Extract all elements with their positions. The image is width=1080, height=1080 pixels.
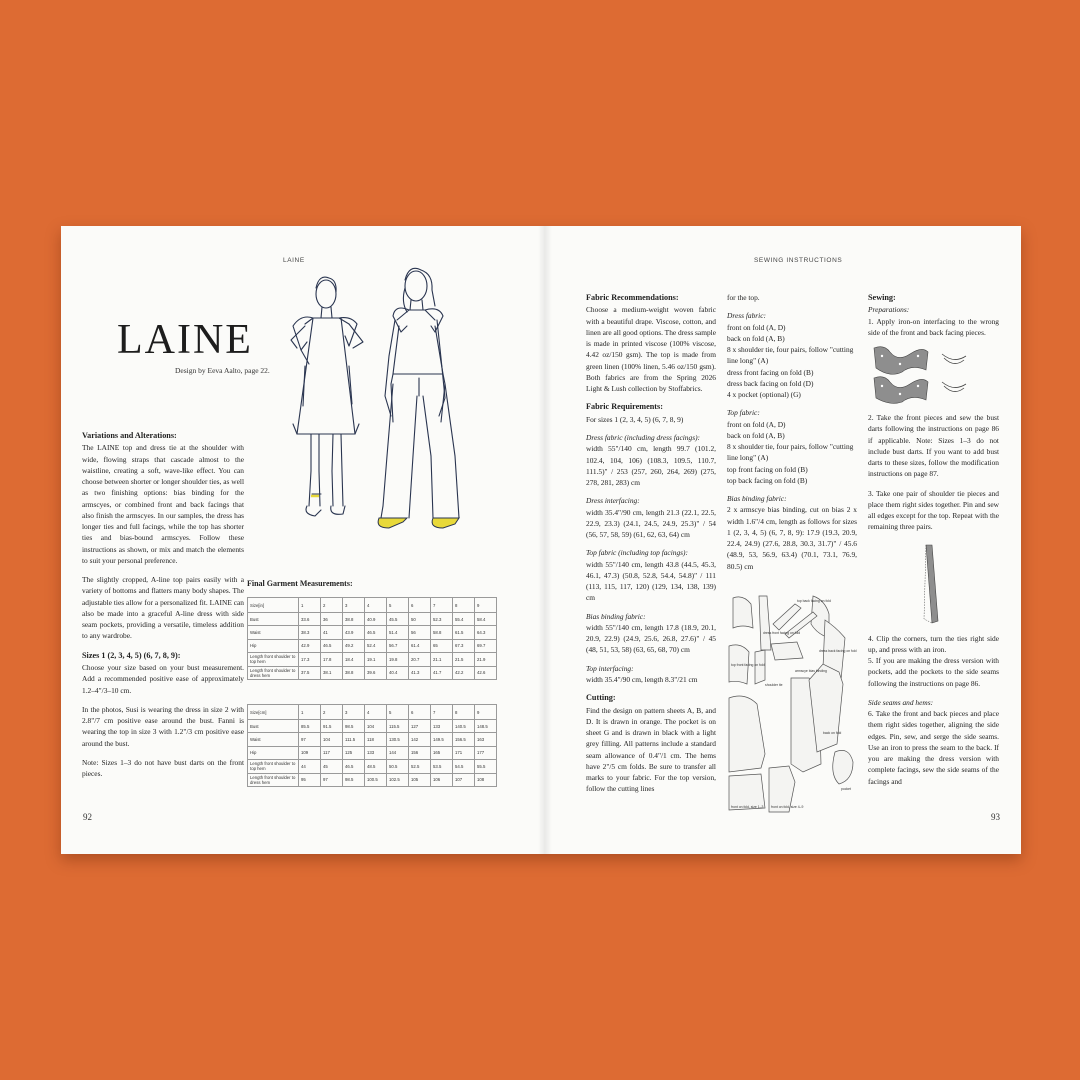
table-row-label: Size[cm] (248, 705, 299, 720)
cutting-text: Find the design on pattern sheets A, B, and D. It is drawn in orange. The pocket is on sheet G and is drawn in black with a light grey filling. All patterns include a standard seam allowance of 0.4"/1 cm. The hems have 2"/5 cm folds. Be sure to transfer all marks to your fabric. For the top version, follow the cutting lines (586, 705, 716, 794)
table-cell: 67.3 (453, 639, 475, 652)
bias-binding2-label: Bias binding fabric: (727, 494, 787, 503)
sizes-text: Choose your size based on your bust measurement. Add a recommended positive ease of approximately 1.2–4"/3–10 cm. (82, 663, 244, 695)
table-cell: 61.5 (453, 626, 475, 639)
table-cell: 50 (409, 613, 431, 626)
table-cell: 56.7 (387, 639, 409, 652)
right-text-column-1 (586, 292, 716, 802)
table-cell: 38.1 (321, 666, 343, 679)
cutting-piece-item: dress front facing on fold (B) (727, 367, 814, 377)
table-cell: 41.3 (409, 666, 431, 679)
table-cell: 8 (453, 705, 475, 720)
table-cell: 3 (343, 705, 365, 720)
cutting-piece-item: back on fold (A, B) (727, 333, 785, 343)
table-cell: 98.5 (343, 720, 365, 733)
table-row (248, 639, 497, 652)
step-4: 4. Clip the corners, turn the ties right side up, and press with an iron. (868, 633, 999, 654)
table-cell: 48.5 (365, 760, 387, 773)
table-cell: 44 (299, 760, 321, 773)
cutting-piece-item: front on fold (A, D) (727, 322, 786, 332)
table-cell: 52.4 (365, 639, 387, 652)
table-cell: 3 (343, 598, 365, 613)
table-cell: 133 (365, 746, 387, 759)
table-cell: 42.2 (453, 666, 475, 679)
table-header-row (248, 598, 497, 613)
table-cell: 58.8 (431, 626, 453, 639)
table-cell: 5 (387, 705, 409, 720)
table-cell: 7 (431, 705, 453, 720)
measurements-table-inches (247, 597, 497, 680)
running-head-left: LAINE (283, 257, 305, 264)
side-seams-label: Side seams and hems: (868, 697, 934, 707)
cutting-piece-item: top back facing on fold (B) (727, 475, 808, 485)
table-cell: 17.8 (321, 653, 343, 666)
table-cell: 46.5 (365, 626, 387, 639)
top-fabric2-label: Top fabric: (727, 408, 760, 418)
table-cell: 42.9 (299, 639, 321, 652)
table-cell: 33.6 (299, 613, 321, 626)
top-interfacing-label: Top interfacing: (586, 663, 634, 673)
running-head-right: SEWING INSTRUCTIONS (754, 257, 843, 264)
table-cell: 98.5 (343, 773, 365, 786)
pattern-label: pocket (841, 787, 851, 791)
table-cell: 9 (475, 705, 497, 720)
note-text: Note: Sizes 1–3 do not have bust darts on the front pieces. (82, 757, 244, 779)
pattern-label: front on fold, size 4–9 (771, 805, 804, 809)
shoulder-tie-illustration (868, 541, 998, 627)
right-text-column-2 (727, 292, 857, 579)
table-cell: 40.9 (365, 613, 387, 626)
pattern-label: front on fold, size 1–3 (731, 805, 764, 809)
fabric-req-heading: Fabric Requirements: (586, 402, 663, 412)
table-cell: 19.1 (365, 653, 387, 666)
table-cell: 39.6 (365, 666, 387, 679)
table-cell: 109 (299, 746, 321, 759)
table-cell: 43.9 (343, 626, 365, 639)
table-cell: 38.8 (343, 666, 365, 679)
table-row (248, 773, 497, 786)
table-row (248, 760, 497, 773)
table-cell: 54.5 (453, 760, 475, 773)
pattern-label: dress front facing on fold (763, 631, 801, 635)
cutting-piece-item: 4 x pocket (optional) (G) (727, 390, 801, 399)
table-cell: 41.7 (431, 666, 453, 679)
table-cell: 2 (321, 705, 343, 720)
table-cell: 5 (387, 598, 409, 613)
table-cell: 4 (365, 705, 387, 720)
pattern-title: LAINE (117, 317, 253, 363)
measurements-table-cm (247, 704, 497, 787)
table-cell: 156 (409, 746, 431, 759)
table-row-label: Hip (248, 746, 299, 759)
table-row (248, 733, 497, 746)
table-row-label: Bust (248, 613, 299, 626)
table-cell: 148.5 (475, 720, 497, 733)
bias-fabric-text: width 55"/140 cm, length 17.8 (18.9, 20.1, 20.9, 22.9) (24.9, 25.6, 26.8, 27.6)" / 45 (48, 51, 53, 58) (63, 65, 68, 70) cm (586, 622, 716, 655)
top-pieces-list (727, 419, 857, 487)
cutting-piece-item: top front facing on fold (B) (727, 464, 808, 474)
table-cell: 45.5 (387, 613, 409, 626)
table-cell: 7 (431, 598, 453, 613)
table-row-label: Bust (248, 720, 299, 733)
table-cell: 85.5 (299, 720, 321, 733)
table-cell: 61.4 (409, 639, 431, 652)
table-cell: 55.5 (475, 760, 497, 773)
table-cell: 171 (453, 746, 475, 759)
cutting-heading: Cutting: (586, 693, 616, 703)
table-cell: 6 (409, 705, 431, 720)
table-row-label: Waist (248, 733, 299, 746)
page-number-left: 92 (83, 812, 92, 822)
table-cell: 21.1 (431, 653, 453, 666)
table-cell: 163 (475, 733, 497, 746)
for-the-top: for the top. (727, 293, 760, 302)
table-cell: 108 (475, 773, 497, 786)
table-row (248, 720, 497, 733)
table-cell: 165 (431, 746, 453, 759)
dress-pieces-list (727, 322, 857, 401)
cutting-piece-item: front on fold (A, D) (727, 419, 786, 429)
bias-binding2-text: 2 x armscye bias binding, cut on bias 2 x width 1.6"/4 cm, length as follows for sizes 1 (2, 3, 4, 5) (6, 7, 8, 9): 17.9 (19.3, 20.9, 22.4, 24.9) (27.6, 28.8, 30.3, 31.7)" / 45.6 (48.9, 53, 56.9, 63.4) (70.1, 73.1, 76.9, 80.5) cm (727, 505, 857, 571)
table-cell: 58.4 (475, 613, 497, 626)
table-cell: 115.5 (387, 720, 409, 733)
table-header-row (248, 705, 497, 720)
table-row-label: Hip (248, 639, 299, 652)
table-cell: 55.4 (453, 613, 475, 626)
pattern-label: shoulder tie (765, 683, 783, 687)
dress-fabric-text: width 55"/140 cm, length 99.7 (101.2, 102.4, 104, 106) (108.3, 109.5, 110.7, 111.5)" / 253 (257, 260, 264, 269) (275, 278, 281, 283) cm (586, 444, 716, 488)
table-cell: 125 (343, 746, 365, 759)
magazine-spread (61, 226, 1021, 854)
step-2: 2. Take the front pieces and sew the bust darts following the instructions on page 86 if applicable. Note: Sizes 1–3 do not include bust darts. If you want to add bust darts to these sizes, follow the modification instructions on page 87. (868, 413, 999, 479)
table-cell: 127 (409, 720, 431, 733)
dress-interfacing-label: Dress interfacing: (586, 496, 640, 506)
table-cell: 118 (365, 733, 387, 746)
table-cell: 38.3 (299, 626, 321, 639)
table-cell: 107 (453, 773, 475, 786)
variations-heading: Variations and Alterations: (82, 431, 177, 440)
table-row (248, 666, 497, 679)
pattern-label: dress back facing on fold (819, 649, 857, 653)
table-cell: 6 (409, 598, 431, 613)
step-1: 1. Apply iron-on interfacing to the wrong side of the front and back facing pieces. (868, 316, 999, 337)
table-cell: 52.3 (431, 613, 453, 626)
table-cell: 2 (321, 598, 343, 613)
table-cell: 177 (475, 746, 497, 759)
table-cell: 52.5 (409, 760, 431, 773)
table-row (248, 626, 497, 639)
step-5: 5. If you are making the dress version with pockets, add the pockets to the side seams following the instructions on page 86. (868, 656, 999, 688)
right-text-column-3 (868, 292, 999, 787)
table-cell: 9 (475, 598, 497, 613)
table-cell: 40.4 (387, 666, 409, 679)
table-cell: 4 (365, 598, 387, 613)
fabric-rec-text: Choose a medium-weight woven fabric with a beautiful drape. Viscose, cotton, and linen are all good options. The dress sample is made in printed viscose (100% viscose, 4.42 oz/150 gsm). The top is made from green linen (100% linen, 5.46 oz/150 gsm). Both fabrics are from the Spring 2026 Light & Lush collection by Stoffabrics. (586, 305, 716, 394)
dress-fabric-label: Dress fabric (including dress facings): (586, 433, 700, 443)
table-row-label: Waist (248, 626, 299, 639)
table-row-label: Length front shoulder to top hem (248, 760, 299, 773)
table-cell: 51.4 (387, 626, 409, 639)
table-cell: 149.5 (431, 733, 453, 746)
table-cell: 111.5 (343, 733, 365, 746)
sizes-heading: Sizes 1 (2, 3, 4, 5) (6, 7, 8, 9): (82, 650, 181, 660)
top-fabric-incl-label: Top fabric (including top facings): (586, 548, 688, 558)
table-cell: 46.5 (321, 639, 343, 652)
facing-pieces-illustration (868, 342, 998, 406)
table-cell: 21.9 (475, 653, 497, 666)
dress-interfacing-text: width 35.4"/90 cm, length 21.3 (22.1, 22.5, 22.9, 23.3) (24.1, 24.5, 24.9, 25.3)" / 54 (56, 57, 58, 59) (61, 62, 63, 64) cm (586, 507, 716, 540)
table-cell: 104 (365, 720, 387, 733)
table-cell: 38.8 (343, 613, 365, 626)
left-text-column (82, 430, 244, 787)
table-cell: 1 (299, 598, 321, 613)
table-cell: 130.5 (387, 733, 409, 746)
table-cell: 21.5 (453, 653, 475, 666)
byline: Design by Eeva Aalto, page 22. (175, 366, 270, 375)
bias-fabric-label: Bias binding fabric: (586, 611, 646, 621)
table-cell: 18.4 (343, 653, 365, 666)
page-number-right: 93 (991, 812, 1000, 822)
table-cell: 42.6 (475, 666, 497, 679)
fabric-req-intro: For sizes 1 (2, 3, 4, 5) (6, 7, 8, 9) (586, 414, 684, 424)
cutting-piece-item: back on fold (A, B) (727, 430, 785, 440)
sewing-heading: Sewing: (868, 293, 896, 302)
photos-text: In the photos, Susi is wearing the dress in size 2 with 2.8"/7 cm positive ease around the bust. Fanni is wearing the top in size 3 with 1.2"/3 cm positive ease around the bust. (82, 704, 244, 748)
table-cell: 20.7 (409, 653, 431, 666)
dress-fabric2-label: Dress fabric: (727, 311, 766, 321)
measurements-heading: Final Garment Measurements: (247, 579, 353, 588)
table-cell: 102.5 (387, 773, 409, 786)
variations-text: The LAINE top and dress tie at the shoulder with wide, flowing straps that cascade almost to the waistline, creating a soft, wave-like effect. You can choose between shorter or longer shoulder ties, as well as two finishing options: bias binding for the armscyes, or combined front and back facings that also finish the armscyes. In our samples, the dress has longer ties and full facings, while the top has shorter ties and bias-bound armscyes. Follow these instructions as shown, or mix and match the elements to suit your personal preference. (82, 443, 244, 565)
table-cell: 140.5 (453, 720, 475, 733)
page-gutter (538, 226, 552, 854)
table-cell: 69.7 (475, 639, 497, 652)
table-cell: 117 (321, 746, 343, 759)
step-3: 3. Take one pair of shoulder tie pieces and place them right sides together. Pin and sew all edges except for the top. Repeat with the remaining three pairs. (868, 488, 999, 532)
table-row-label: Length front shoulder to top hem (248, 653, 299, 666)
table-cell: 91.5 (321, 720, 343, 733)
table-cell: 95 (299, 773, 321, 786)
table-cell: 36 (321, 613, 343, 626)
cutting-piece-item: 8 x shoulder tie, four pairs, follow "cutting line long" (A) (727, 442, 854, 463)
preparations-label: Preparations: (868, 305, 910, 315)
table-cell: 106 (431, 773, 453, 786)
table-cell: 100.5 (365, 773, 387, 786)
table-cell: 37.5 (299, 666, 321, 679)
table-cell: 97 (321, 773, 343, 786)
table-cell: 49.2 (343, 639, 365, 652)
table-cell: 97 (299, 733, 321, 746)
table-cell: 156.5 (453, 733, 475, 746)
table-row-label: Length front shoulder to dress hem (248, 666, 299, 679)
cutting-piece-item: dress back facing on fold (D) (727, 378, 814, 388)
table-row (248, 653, 497, 666)
table-cell: 105 (409, 773, 431, 786)
table-row (248, 613, 497, 626)
table-cell: 133 (431, 720, 453, 733)
table-row-label: Size[in] (248, 598, 299, 613)
table-cell: 46.5 (343, 760, 365, 773)
table-cell: 53.5 (431, 760, 453, 773)
top-interfacing-text: width 35.4"/90 cm, length 8.3"/21 cm (586, 674, 698, 684)
table-cell: 56 (409, 626, 431, 639)
table-cell: 64.3 (475, 626, 497, 639)
pattern-label: armscye bias binding (795, 669, 827, 673)
table-cell: 144 (387, 746, 409, 759)
table-cell: 104 (321, 733, 343, 746)
fashion-illustration (283, 266, 503, 566)
top-fabric-incl-text: width 55"/140 cm, length 43.8 (44.5, 45.3, 46.1, 47.3) (50.8, 52.8, 54.4, 54.8)" / 111 (113, 115, 117, 120) (129, 134, 138, 139) cm (586, 559, 716, 603)
table-cell: 41 (321, 626, 343, 639)
step-6: 6. Take the front and back pieces and place them right sides together, aligning the side edges. Pin, sew, and serge the side seams. Use an iron to press the seam to the back. If you are making the dress version with complete facings, sew the side seams of the facings and (868, 709, 999, 786)
table-cell: 8 (453, 598, 475, 613)
table-cell: 142 (409, 733, 431, 746)
table-row-label: Length front shoulder to dress hem (248, 773, 299, 786)
table-cell: 19.8 (387, 653, 409, 666)
cropped-text: The slightly cropped, A-line top pairs easily with a variety of bottoms and flatters many body shapes. The adjustable ties allow for a personalized fit. LAINE can also be made into a graceful A-line dress with side seam pockets, providing a versatile, timeless addition to any wardrobe. (82, 575, 244, 641)
cutting-piece-item: 8 x shoulder tie, four pairs, follow "cutting line long" (A) (727, 345, 854, 366)
pattern-label: back on fold (823, 731, 842, 735)
cutting-layout-diagram (725, 594, 865, 816)
fabric-rec-heading: Fabric Recommendations: (586, 293, 679, 302)
pattern-label: top front facing on fold (731, 663, 765, 667)
table-cell: 65 (431, 639, 453, 652)
table-row (248, 746, 497, 759)
table-cell: 45 (321, 760, 343, 773)
pattern-label: top back facing on fold (797, 599, 831, 603)
table-cell: 50.5 (387, 760, 409, 773)
table-cell: 1 (299, 705, 321, 720)
table-cell: 17.3 (299, 653, 321, 666)
